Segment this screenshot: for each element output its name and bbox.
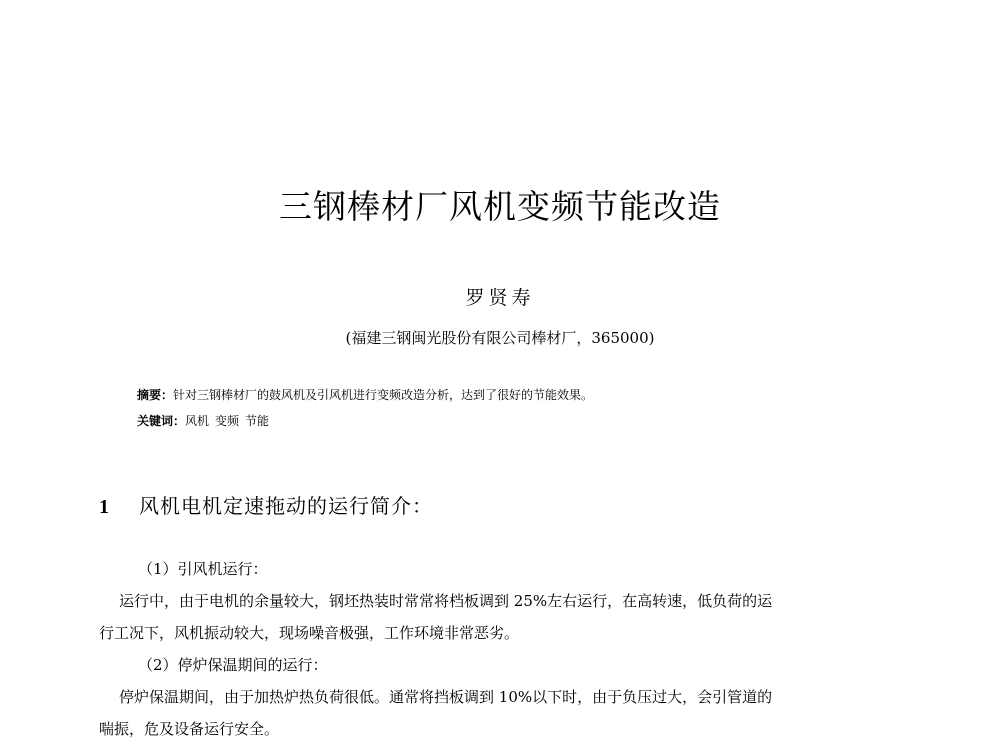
paragraph-line: 喘振，危及设备运行安全。 xyxy=(99,720,280,738)
paragraph-line: 行工况下，风机振动较大，现场噪音极强，工作环境非常恶劣。 xyxy=(99,624,520,642)
section-number: 1 xyxy=(99,496,109,518)
abstract xyxy=(137,386,593,404)
paper-title: 三钢棒材厂风机变频节能改造 xyxy=(279,187,721,226)
keyword-item: 风机 xyxy=(185,414,210,428)
paragraph-line: 运行中，由于电机的余量较大，钢坯热装时常常将档板调到 25%左右运行，在高转速，低负荷的运 xyxy=(119,592,773,610)
author-name: 罗贤寿 xyxy=(465,287,535,309)
subsection-heading-fan: （1）引风机运行： xyxy=(138,560,268,578)
keywords-label: 关键词： xyxy=(137,414,186,428)
keyword-item: 节能 xyxy=(245,414,270,428)
paragraph-line: 停炉保温期间，由于加热炉热负荷很低。通常将挡板调到 10%以下时，由于负压过大，会引管道的 xyxy=(119,688,773,706)
abstract-label: 摘要： xyxy=(137,388,174,402)
section-heading xyxy=(99,492,433,521)
section-title: 风机电机定速拖动的运行简介： xyxy=(139,494,433,518)
abstract-text: 针对三钢棒材厂的鼓风机及引风机进行变频改造分析，达到了很好的节能效果。 xyxy=(173,388,594,402)
keywords xyxy=(137,412,275,430)
keyword-item: 变频 xyxy=(215,414,240,428)
author-affiliation: (福建三钢闽光股份有限公司棒材厂，365000) xyxy=(345,329,655,347)
subsection-heading-shutdown: （2）停炉保温期间的运行： xyxy=(138,656,328,674)
